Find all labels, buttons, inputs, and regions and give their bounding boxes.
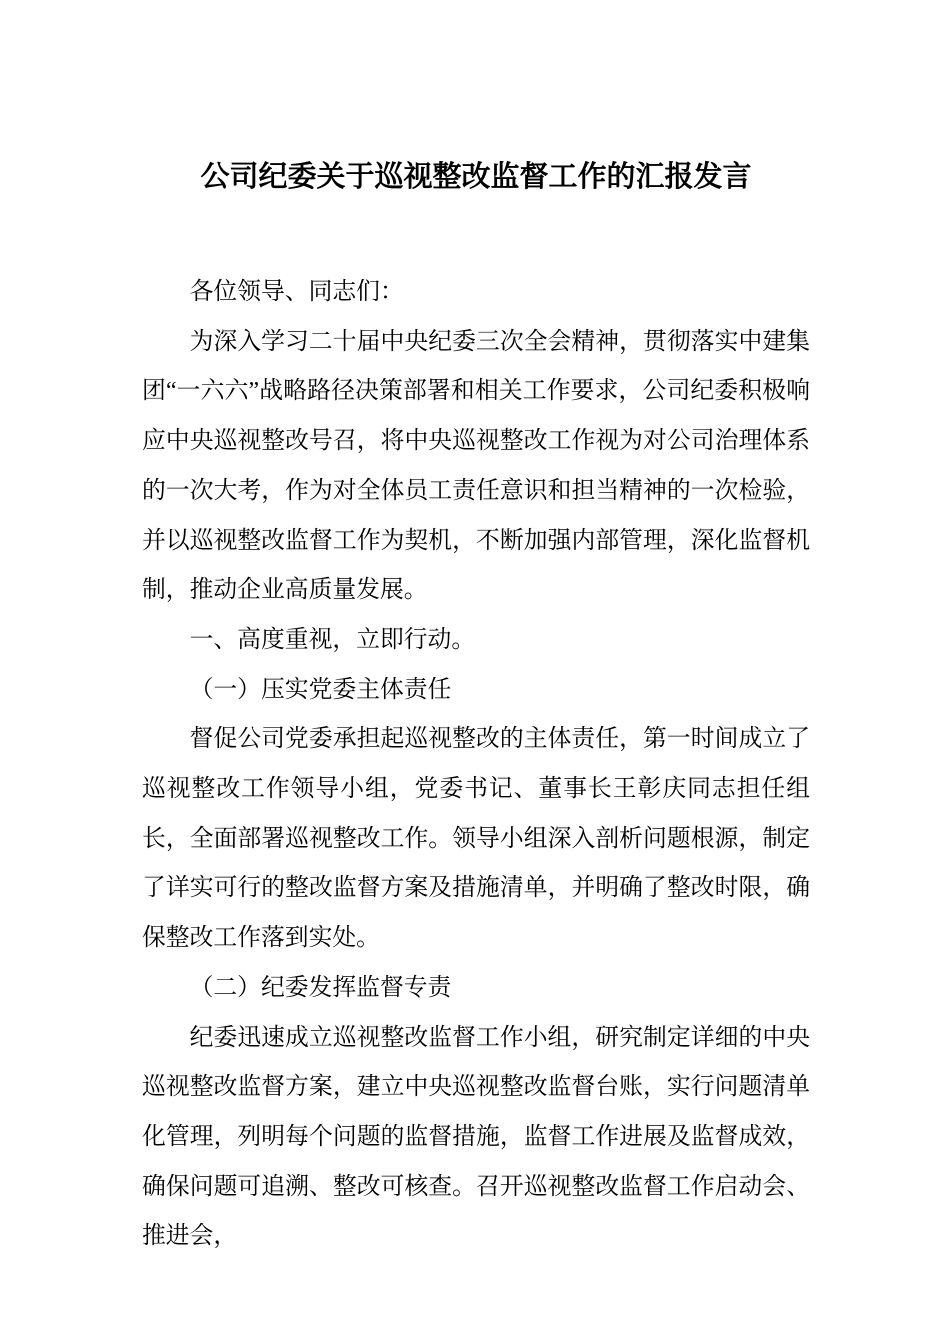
document-body xyxy=(142,268,810,1262)
paragraph-body-2: 纪委迅速成立巡视整改监督工作小组，研究制定详细的中央巡视整改监督方案，建立中央巡视整改监督台账，实行问题清单化管理，列明每个问题的监督措施，监督工作进展及监督成效，确保问题可追溯、整改可核查。召开巡视整改监督工作启动会、推进会， xyxy=(142,1024,810,1250)
subsection-heading-1: （一）压实党委主体责任 xyxy=(189,676,452,703)
paragraph-intro: 为深入学习二十届中央纪委三次全会精神，贯彻落实中建集团“一六六”战略路径决策部署和相关工作要求，公司纪委积极响应中央巡视整改号召，将中央巡视整改工作视为对公司治理体系的一次大考，作为对全体员工责任意识和担当精神的一次检验，并以巡视整改监督工作为契机，不断加强内部管理，深化监督机制，推动企业高质量发展。 xyxy=(142,328,810,604)
document-title: 公司纪委关于巡视整改监督工作的汇报发言 xyxy=(200,161,752,193)
section-heading-1: 一、高度重视，立即行动。 xyxy=(189,626,476,653)
subsection-heading-2: （二）纪委发挥监督专责 xyxy=(189,974,452,1001)
paragraph-body-1: 督促公司党委承担起巡视整改的主体责任，第一时间成立了巡视整改工作领导小组，党委书记、董事长王彰庆同志担任组长，全面部署巡视整改工作。领导小组深入剖析问题根源，制定了详实可行的整改监督方案及措施清单，并明确了整改时限，确保整改工作落到实处。 xyxy=(142,726,810,952)
salutation: 各位领导、同志们： xyxy=(189,279,404,305)
